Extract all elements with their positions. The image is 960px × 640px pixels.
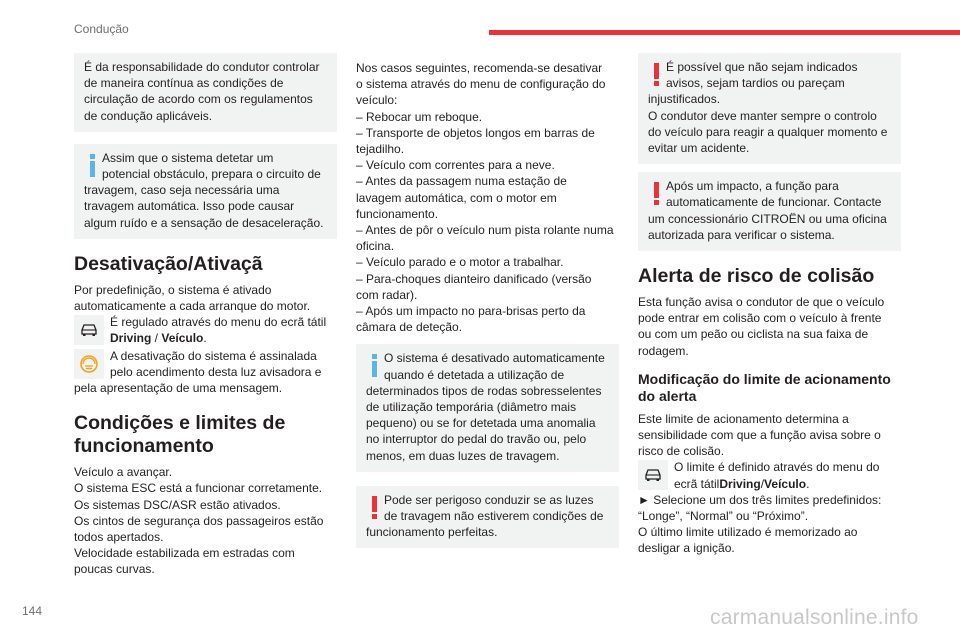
warning-box: Pode ser perigoso conduzir se as luzes de travagem não estiverem condições de funcionamento perfeitas.	[356, 486, 619, 549]
warning-box: Após um impacto, a função para automaticamente de funcionar. Contacte um concessionário CITROËN ou uma oficina autorizada para verificar o sistema.	[638, 172, 901, 251]
paragraph: Esta função avisa o condutor de que o veículo pode entrar em colisão com o veículo à frente ou com um peão ou ciclista na sua faixa de rodagem.	[638, 295, 885, 358]
car-menu-icon	[638, 460, 668, 490]
note-line: circulação de acordo com os regulamentos	[84, 92, 313, 107]
note-box	[74, 53, 337, 132]
paragraph: Nos casos seguintes, recomenda-se desativar o sistema através do menu de configuração do veículo: – Rebocar um reboque. – Transporte de objetos longos em barras de tejadilho. – Veículo com correntes para a neve. – Antes da passagem numa estação de lavagem automática, com o motor em funcionamento. – Antes de pôr o veículo num pista rolante numa oficina. – Veículo parado e o motor a trabalhar. – Para-choques dianteiro danificado (versão com radar). – Após um impacto no para-brisas perto da câmara de deteção.	[356, 61, 614, 335]
paragraph: Por predefinição, o sistema é ativado automaticamente a cada arranque do motor.	[74, 282, 311, 314]
warning-box: É possível que não sejam indicados avisos, sejam tardios ou pareçam injustificados. O condutor deve manter sempre o controlo do veículo para reagir a qualquer momento e evitar um acidente.	[638, 53, 901, 164]
column-right	[638, 53, 901, 557]
note-line: de condução aplicáveis.	[84, 108, 213, 123]
info-box	[74, 144, 337, 239]
watermark: carmanualsonline.info	[710, 606, 919, 629]
warning-icon	[650, 61, 664, 89]
section-heading: Desativação/Ativaçã	[74, 252, 263, 275]
info-box: O sistema é desativado automaticamente quando é detetada a utilização de determinados tipos de rodas sobresselentes de utilização temporária (diâmetro mais pequeno) ou se for detetada uma anomalia no interruptor do pedal do travão ou, pelo menos, em duas luzes de travagem.	[356, 344, 619, 471]
menu-instruction	[638, 459, 901, 491]
info-line: Assim que o sistema detetar um	[102, 150, 274, 165]
paragraph: A desativação do sistema é assinalada pelo acendimento desta luz avisadora e	[110, 348, 322, 379]
note-line: É da responsabilidade do condutor controlar	[84, 60, 320, 74]
subsection-heading: Modificação do limite de acionamento do alerta	[638, 370, 891, 404]
paragraph: ► Selecione um dos três limites predefinidos: “Longe”, “Normal” ou “Próximo”. O último limite utilizado é memorizado ao desligar a ignição.	[638, 492, 882, 556]
warning-light-instruction	[74, 348, 337, 380]
car-menu-icon	[74, 315, 104, 345]
header-title: Condução	[74, 22, 129, 36]
paragraph: Veículo a avançar. O sistema ESC está a funcionar corretamente. Os sistemas DSC/ASR estão ativados. Os cintos de segurança dos passageiros estão todos apertados. Velocidade estabilizada em estradas com poucas curvas.	[74, 465, 324, 577]
paragraph: É regulado através do menu do ecrã tátil Driving / Veículo.	[110, 315, 327, 346]
info-line: potencial obstáculo, prepara o circuito de	[102, 167, 321, 182]
warning-icon	[368, 494, 382, 522]
info-icon	[368, 352, 382, 380]
header-accent-bar	[489, 30, 960, 35]
info-line: travagem automática. Isso pode causar	[84, 199, 295, 214]
warning-icon	[650, 180, 664, 208]
note-line: de maneira contínua as condições de	[84, 76, 284, 91]
section-heading: Condições e limites de funcionamento	[74, 412, 286, 458]
column-left	[74, 53, 337, 578]
info-line: algum ruído e a sensação de desaceleração.	[84, 215, 324, 230]
column-middle	[356, 53, 619, 560]
menu-instruction	[74, 314, 337, 346]
paragraph: O limite é definido através do menu do ecrã tátilDriving/Veículo.	[674, 460, 880, 491]
paragraph: pela apresentação de uma mensagem.	[74, 381, 283, 396]
info-icon	[86, 152, 100, 180]
info-line: travagem, caso seja necessária uma	[84, 183, 280, 198]
collision-warning-light-icon	[74, 349, 104, 379]
section-heading: Alerta de risco de colisão	[638, 265, 875, 288]
paragraph: Este limite de acionamento determina a sensibilidade com que a função avisa sobre o risco de colisão.	[638, 411, 881, 459]
page-number: 144	[22, 604, 43, 618]
